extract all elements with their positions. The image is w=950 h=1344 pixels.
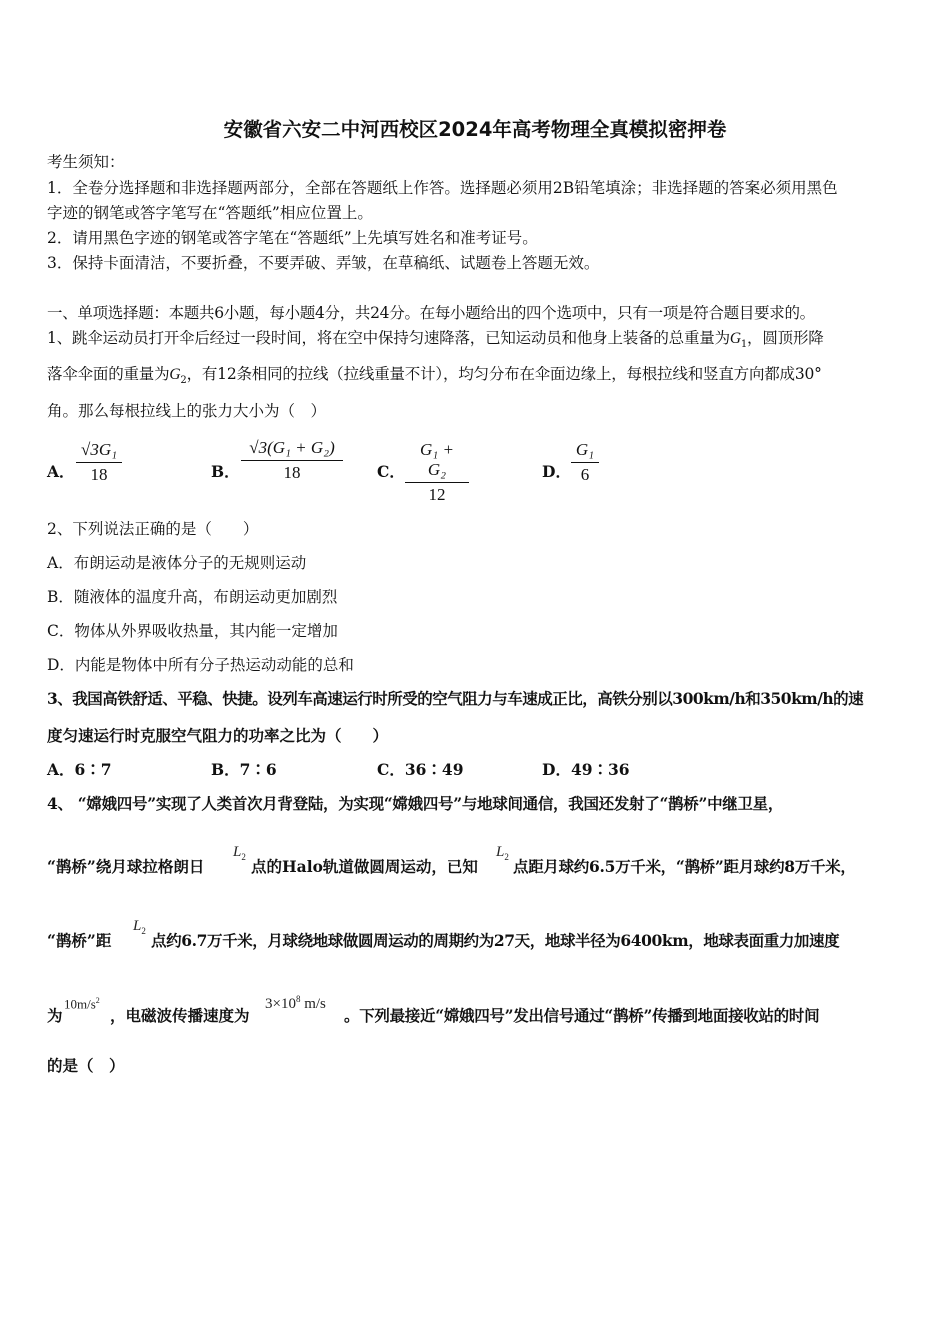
q2-option-d: D．内能是物体中所有分子热运动动能的总和 [47,656,354,674]
q1-line-3: 角。那么每根拉线上的张力大小为（ ） [47,402,327,420]
q3-line-2: 度匀速运行时克服空气阻力的功率之比为（ ） [47,726,389,745]
q4-line-2-part-2: 点的Halo轨道做圆周运动，已知 [251,857,478,876]
fraction-numerator: √3G₁ [80,440,118,459]
fraction-numerator: G₁ [575,440,595,459]
q4-line-3-part-2: 点约6.7万千米，月球绕地球做圆周运动的周期约为27天，地球半径为6400km，地球表面重力加速度 [151,931,840,950]
q4-line-2-part-3: 点距月球约6.5万千米，“鹊桥”距月球约8万千米， [513,857,856,876]
q1-option-a-fraction [76,440,122,485]
fraction-numerator: G₁ + G₂ [420,440,454,479]
q1-option-d-label: D． [542,462,571,481]
fraction-denominator: 6 [580,465,590,484]
notice-item-1-cont: 字迹的钢笔或答字笔写在“答题纸”相应位置上。 [47,204,373,222]
q2-option-c: C．物体从外界吸收热量，其内能一定增加 [47,622,338,640]
q4-line-4-part-1: 为 [47,1006,63,1025]
q2-option-b: B．随液体的温度升高，布朗运动更加剧烈 [47,588,338,606]
q1-option-a-label: A． [47,462,75,481]
q4-line-1: 4、 “嫦娥四号”实现了人类首次月背登陆，为实现“嫦娥四号”与地球间通信，我国还发射了“鹊桥”中继卫星， [47,794,784,813]
notice-item-1: 1．全卷分选择题和非选择题两部分，全部在答题纸上作答。选择题必须用2B铅笔填涂；非选择题的答案必须用黑色 [47,179,838,197]
q4-line-2-part-1: “鹊桥”绕月球拉格朗日 [47,857,205,876]
q1-line-1: 1、跳伞运动员打开伞后经过一段时间，将在空中保持匀速降落，已知运动员和他身上装备的总重量为$G_1$，圆顶形降 [47,329,824,351]
fraction-denominator: 12 [428,485,446,504]
q3-option-a: A．6∶7 [47,760,112,779]
notice-item-3: 3．保持卡面清洁，不要折叠，不要弄破、弄皱，在草稿纸、试题卷上答题无效。 [47,254,600,272]
fraction-numerator: √3(G₁ + G₂) [249,438,335,457]
fraction-denominator: 18 [283,463,301,482]
q4-symbol-l2-3: $L_2$ [133,918,146,936]
section-heading: 一、单项选择题：本题共6小题，每小题4分，共24分。在每小题给出的四个选项中，只有一项是符合题目要求的。 [47,304,815,322]
q4-gravity-value: $10m/s^2$ [64,996,100,1012]
q4-line-5: 的是（ ） [47,1056,125,1075]
q4-line-4-part-2: ，电磁波传播速度为 [110,1006,250,1025]
notice-item-2: 2．请用黑色字迹的钢笔或答字笔在“答题纸”上先填写姓名和准考证号。 [47,229,538,247]
q1-option-d-fraction [571,440,599,485]
q4-light-speed: $3\times 10^8$ m/s [265,994,326,1012]
q2-option-a: A．布朗运动是液体分子的无规则运动 [47,554,307,572]
q4-line-3-part-1: “鹊桥”距 [47,931,112,950]
q3-option-b: B．7∶6 [211,760,277,779]
q4-symbol-l2-2: $L_2$ [496,844,509,862]
q1-option-b-fraction [241,438,343,483]
q1-option-b-label: B． [211,462,240,481]
q4-line-4-part-3: 。下列最接近“嫦娥四号”发出信号通过“鹊桥”传播到地面接收站的时间 [344,1006,820,1025]
q1-line-2: 落伞伞面的重量为$G_2$，有12条相同的拉线（拉线重量不计），均匀分布在伞面边缘上，每根拉线和竖直方向都成30° [47,365,822,387]
q3-option-c: C．36∶49 [377,760,464,779]
notice-heading: 考生须知： [47,153,125,171]
q2-stem: 2、下列说法正确的是（ ） [47,520,259,538]
fraction-denominator: 18 [90,465,108,484]
q3-line-1: 3、我国高铁舒适、平稳、快捷。设列车高速运行时所受的空气阻力与车速成正比，高铁分别以300km/h和350km/h的速 [47,689,864,708]
q1-option-c-label: C． [377,462,405,481]
q1-option-c-fraction [405,440,469,505]
page-title: 安徽省六安二中河西校区2024年高考物理全真模拟密押卷 [223,118,727,141]
q3-option-d: D．49∶36 [542,760,630,779]
q4-symbol-l2-1: $L_2$ [233,844,246,862]
